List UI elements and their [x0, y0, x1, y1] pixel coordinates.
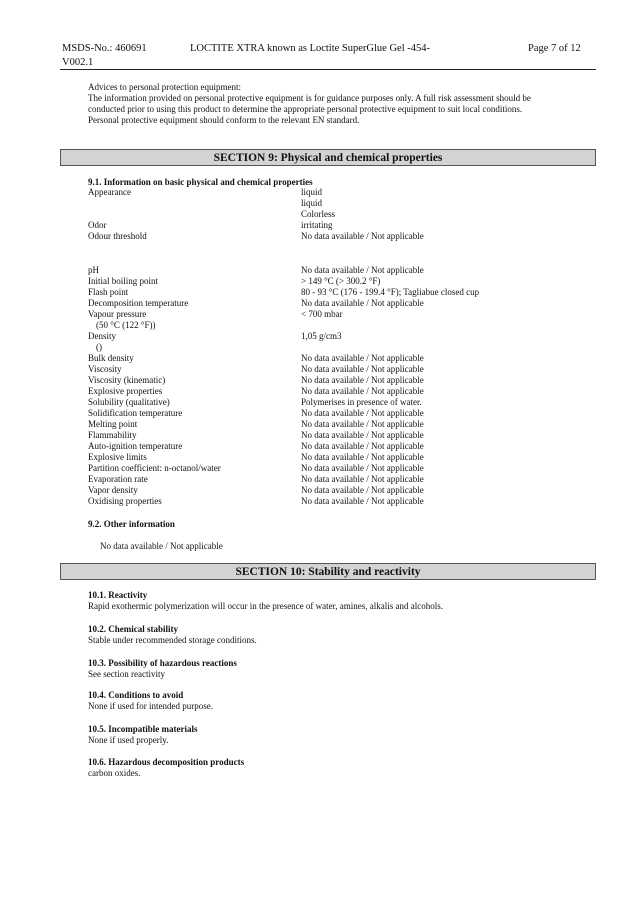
property-name: Viscosity (kinematic) [88, 375, 166, 385]
property-name: Explosive limits [88, 452, 147, 462]
property-value: No data available / Not applicable [301, 386, 424, 396]
property-row [88, 353, 588, 364]
property-value: No data available / Not applicable [301, 485, 424, 495]
subsection-10-5-text: None if used properly. [88, 735, 169, 745]
property-value: irritating [301, 220, 333, 230]
section-9-header [60, 149, 596, 166]
document-title: LOCTITE XTRA known as Loctite SuperGlue Gel -454- [190, 43, 430, 54]
property-row [88, 187, 588, 198]
property-row [88, 485, 588, 496]
property-name: Explosive properties [88, 386, 163, 396]
subsection-9-1-title: 9.1. Information on basic physical and chemical properties [88, 177, 313, 187]
property-value: liquid [301, 198, 323, 208]
subsection-10-4-title: 10.4. Conditions to avoid [88, 690, 184, 700]
property-row [88, 419, 588, 430]
property-name: Decomposition temperature [88, 298, 189, 308]
section-9-title: SECTION 9: Physical and chemical properties [213, 151, 443, 164]
property-row [88, 287, 588, 298]
property-row [88, 463, 588, 474]
subsection-10-1-text: Rapid exothermic polymerization will occur in the presence of water, amines, alkalis and alcohols. [88, 601, 444, 611]
property-value: No data available / Not applicable [301, 419, 424, 429]
ppe-text-1: The information provided on personal protective equipment is for guidance purposes only. A full risk assessment should be [88, 93, 531, 103]
property-row [88, 430, 588, 441]
property-name: Odour threshold [88, 231, 147, 241]
section-10-header [60, 563, 596, 580]
property-value: liquid [301, 187, 323, 197]
subsection-10-6-title: 10.6. Hazardous decomposition products [88, 757, 245, 767]
property-row [88, 276, 588, 287]
property-name: (50 °C (122 °F)) [96, 320, 156, 330]
property-row [88, 386, 588, 397]
subsection-10-5-title: 10.5. Incompatible materials [88, 724, 198, 734]
property-value: No data available / Not applicable [301, 364, 424, 374]
property-row [88, 397, 588, 408]
property-name: Appearance [88, 187, 131, 197]
property-row [88, 265, 588, 276]
property-row [88, 452, 588, 463]
property-row [88, 375, 588, 386]
property-row [88, 231, 588, 242]
property-row [88, 474, 588, 485]
property-value: 80 - 93 °C (176 - 199.4 °F); Tagliabue closed cup [301, 287, 480, 297]
subsection-10-1-title: 10.1. Reactivity [88, 590, 148, 600]
subsection-10-3-title: 10.3. Possibility of hazardous reactions [88, 658, 237, 668]
property-value: No data available / Not applicable [301, 463, 424, 473]
property-value: No data available / Not applicable [301, 496, 424, 506]
other-information-text: No data available / Not applicable [100, 541, 223, 551]
property-value: 1,05 g/cm3 [301, 331, 342, 341]
property-name: Flash point [88, 287, 129, 297]
property-row [88, 220, 588, 231]
property-name: Melting point [88, 419, 138, 429]
ppe-heading: Advices to personal protection equipment: [88, 82, 241, 92]
subsection-10-6-text: carbon oxides. [88, 768, 141, 778]
subsection-10-2-text: Stable under recommended storage conditions. [88, 635, 257, 645]
property-name: Flammability [88, 430, 137, 440]
property-value: No data available / Not applicable [301, 474, 424, 484]
property-value: Colorless [301, 209, 336, 219]
property-value: No data available / Not applicable [301, 265, 424, 275]
property-row [88, 331, 588, 342]
subsection-10-2-title: 10.2. Chemical stability [88, 624, 178, 634]
header-rule [60, 69, 596, 70]
property-row [88, 408, 588, 419]
property-name: Solidification temperature [88, 408, 183, 418]
subsection-10-4-text: None if used for intended purpose. [88, 701, 213, 711]
property-name: Solubility (qualitative) [88, 397, 170, 407]
subsection-10-3-text: See section reactivity [88, 669, 165, 679]
property-name: () [96, 342, 102, 352]
property-value: No data available / Not applicable [301, 375, 424, 385]
property-name: Partition coefficient: n-octanol/water [88, 463, 221, 473]
property-name: Density [88, 331, 116, 341]
property-value: > 149 °C (> 300.2 °F) [301, 276, 381, 286]
subsection-9-2-title: 9.2. Other information [88, 519, 175, 529]
property-row [88, 309, 588, 320]
property-name: Vapour pressure [88, 309, 147, 319]
ppe-text-3: Personal protective equipment should conform to the relevant EN standard. [88, 115, 360, 125]
ppe-text-2: conducted prior to using this product to determine the appropriate personal protective equipment to suit local conditions. [88, 104, 523, 114]
property-row [88, 496, 588, 507]
property-row [88, 342, 588, 353]
property-name: Bulk density [88, 353, 134, 363]
page-number: Page 7 of 12 [528, 43, 581, 54]
property-value: No data available / Not applicable [301, 452, 424, 462]
property-name: Auto-ignition temperature [88, 441, 183, 451]
property-value: No data available / Not applicable [301, 408, 424, 418]
property-row [88, 441, 588, 452]
property-row [88, 320, 588, 331]
property-row [88, 209, 588, 220]
property-name: Odor [88, 220, 107, 230]
property-value: Polymerises in presence of water. [301, 397, 422, 407]
property-value: No data available / Not applicable [301, 441, 424, 451]
msds-number: MSDS-No.: 460691 [62, 43, 147, 54]
property-value: No data available / Not applicable [301, 430, 424, 440]
property-name: Evaporation rate [88, 474, 148, 484]
property-row [88, 298, 588, 309]
property-name: Vapor density [88, 485, 138, 495]
property-value: No data available / Not applicable [301, 231, 424, 241]
property-value: No data available / Not applicable [301, 353, 424, 363]
property-name: Viscosity [88, 364, 122, 374]
property-value: < 700 mbar [301, 309, 343, 319]
section-10-title: SECTION 10: Stability and reactivity [235, 565, 421, 578]
property-name: pH [88, 265, 99, 275]
property-name: Oxidising properties [88, 496, 162, 506]
property-row [88, 198, 588, 209]
property-value: No data available / Not applicable [301, 298, 424, 308]
property-row [88, 364, 588, 375]
property-name: Initial boiling point [88, 276, 158, 286]
version: V002.1 [62, 57, 94, 68]
